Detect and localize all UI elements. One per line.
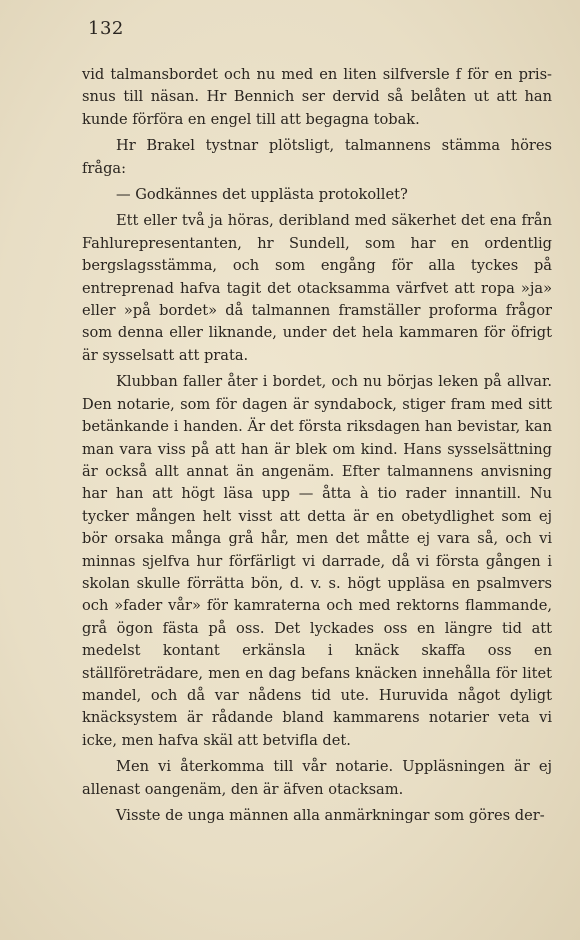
paragraph-7: Visste de unga männen alla anmärkningar som göres der- [116,807,545,824]
page-number: 132 [88,18,124,39]
paragraph-4: Ett eller två ja höras, deribland med säkerhet det ena från Fahlurepresentanten, hr Sundell, som har en ordentlig bergslagsstämma, och som engång för alla tyckes på entreprenad hafva tagit det otacksamma värfvet att ropa »ja» eller »på bordet» då talmannen framställer proforma frågor som denna eller liknande, under det hela kammaren för öfrigt är sysselsatt att prata. [82,212,552,364]
paragraph-1: vid talmansbordet och nu med en liten silfversle f för en pris-snus till näsan. Hr Bennich ser dervid så belåten ut att han kunde förföra en engel till att begagna tobak. [82,66,552,128]
body-text [82,64,552,831]
paragraph-6: Men vi återkomma till vår notarie. Uppläsningen är ej allenast oangenäm, den är äfven otacksam. [82,758,552,798]
paragraph-5: Klubban faller åter i bordet, och nu börjas leken på allvar. Den notarie, som för dagen är syndabock, stiger fram med sitt betänkande i handen. Är det första riksdagen han bevistar, kan man vara viss på att han är blek om kind. Hans sysselsättning är också allt annat än angenäm. Efter talmannens anvisning har han att högt läsa upp — åtta à tio rader innantill. Nu tycker mången helt visst att detta är en obetydlighet som ej bör orsaka många grå hår, men det måtte ej vara så, och vi minnas sjelfva hur förfärligt vi darrade, då vi första gången i skolan skulle förrätta bön, d. v. s. högt uppläsa en psalmvers och »fader vår» för kamraterna och med rektorns flammande, grå ögon fästa på oss. Det lyckades oss en längre tid att medelst kontant erkänsla i knäck skaffa oss en ställföreträdare, men en dag befans knäcken innehålla för litet mandel, och då var nådens tid ute. Huruvida något dyligt knäcksystem är rådande bland kammarens notarier veta vi icke, men hafva skäl att betvifla det. [82,373,552,749]
paragraph-3: — Godkännes det upplästa protokollet? [116,186,408,204]
paragraph-2: Hr Brakel tystnar plötsligt, talmannens stämma höres fråga: [82,137,552,177]
